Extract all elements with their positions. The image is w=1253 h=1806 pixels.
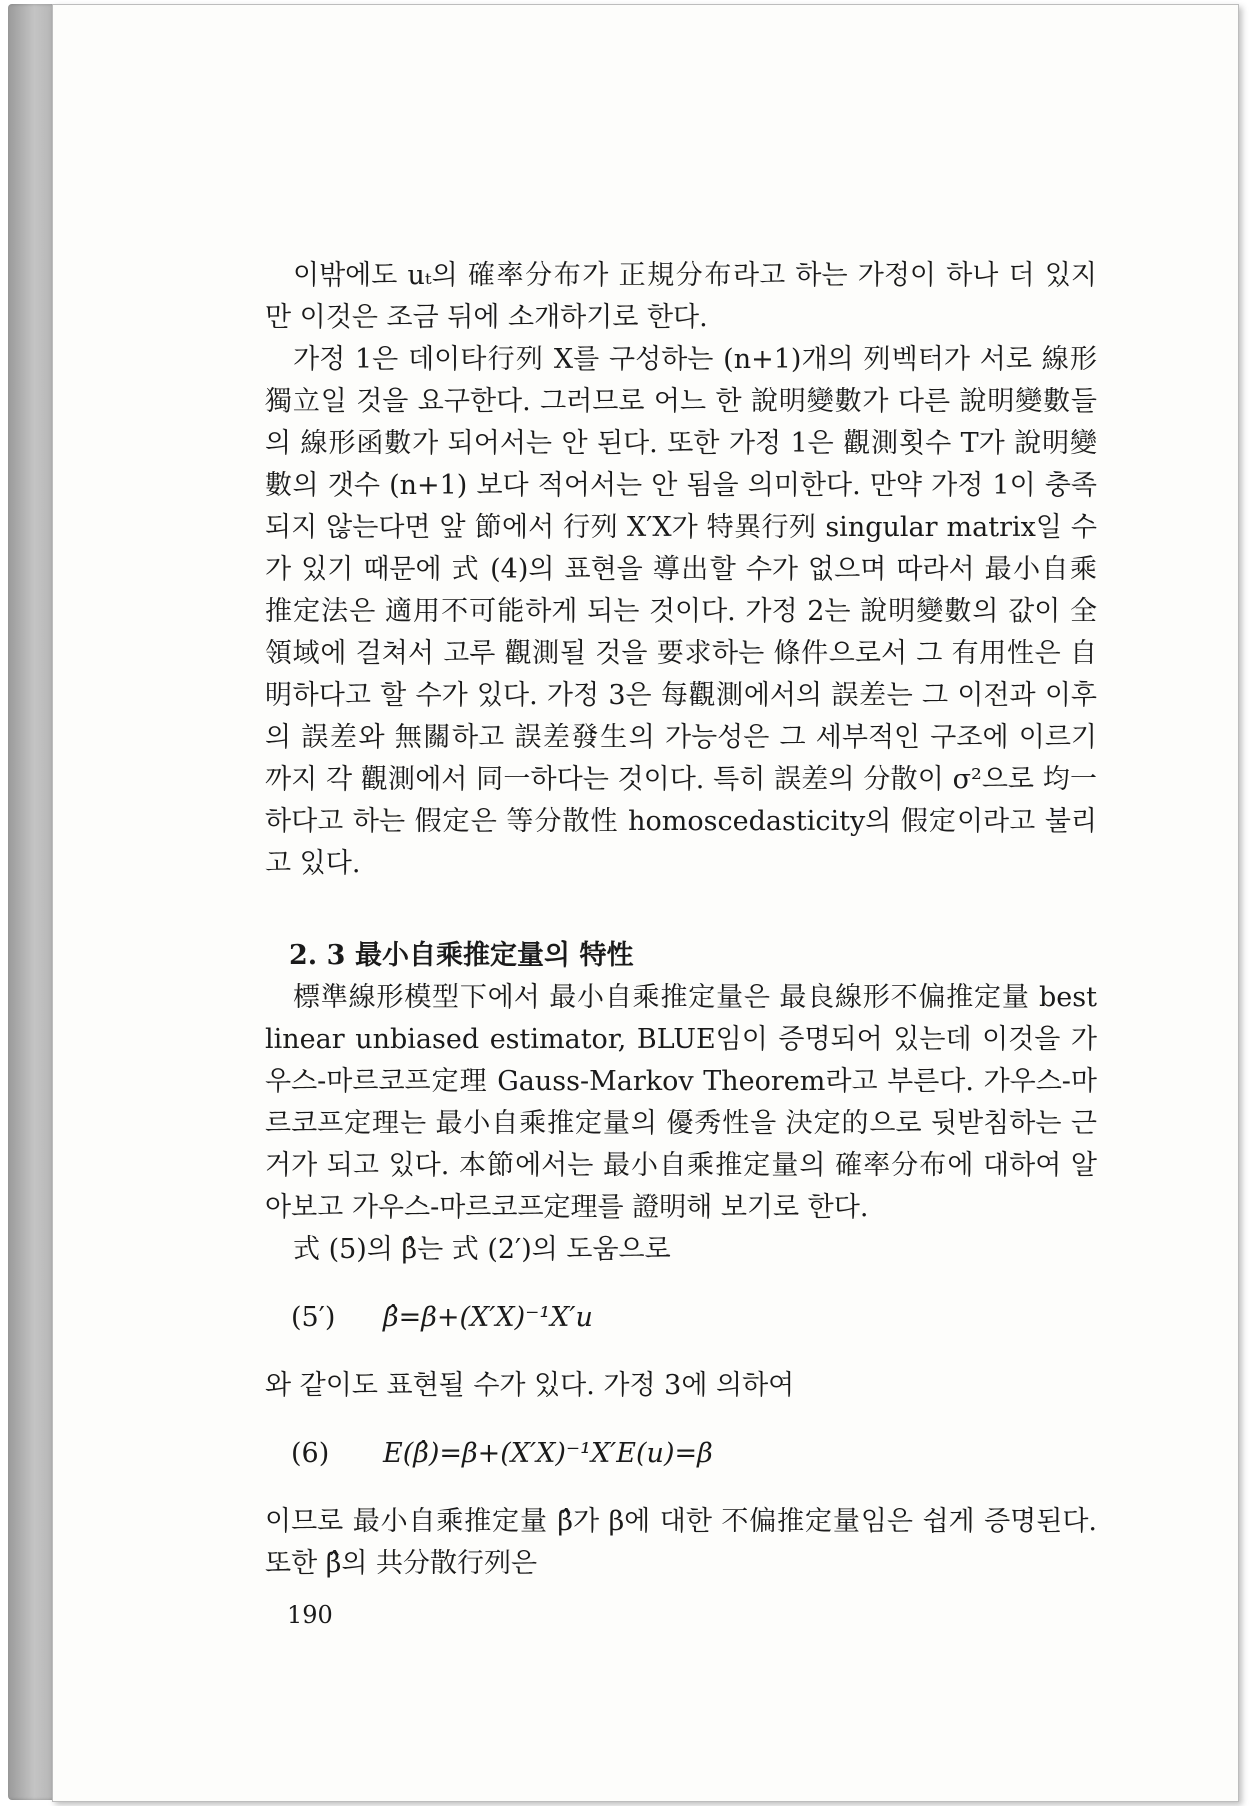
- equation-number: (5′): [291, 1302, 336, 1333]
- page-number: 190: [287, 1601, 333, 1629]
- equation-number: (6): [291, 1438, 330, 1469]
- equation-expression: E(β̂)=β+(X′X)⁻¹X′E(u)=β: [383, 1438, 713, 1469]
- equation-5-prime: [291, 1297, 1097, 1339]
- paragraph-after-eq5: 와 같이도 표현될 수가 있다. 가정 3에 의하여: [265, 1370, 795, 1401]
- document-page: [52, 4, 1239, 1802]
- paragraph-unbiased: 이므로 最小自乘推定量 β̂가 β에 대한 不偏推定量임은 쉽게 증명된다. 또한 β̂의 共分散行列은: [265, 1506, 1097, 1579]
- paragraph-gauss-markov: 標準線形模型下에서 最小自乘推定量은 最良線形不偏推定量 best linear unbiased estimator, BLUE임이 증명되어 있는데 이것을 가우스-마르코프定理 Gauss-Markov Theorem라고 부른다. 가우스-마르코프定理는 最小自乘推定量의 優秀性을 決定的으로 뒷받침하는 근거가 되고 있다. 本節에서는 最小自乘推定量의 確率分布에 대하여 알아보고 가우스-마르코프定理를 證明해 보기로 한다.: [265, 982, 1097, 1223]
- page-text-block: [265, 255, 1097, 1585]
- paragraph-assumptions: 가정 1은 데이타行列 X를 구성하는 (n+1)개의 列벡터가 서로 線形獨立일 것을 요구한다. 그러므로 어느 한 說明變數가 다른 說明變數들의 線形函數가 되어서는 안 된다. 또한 가정 1은 觀測횟수 T가 說明變數의 갯수 (n+1) 보다 적어서는 안 됨을 의미한다. 만약 가정 1이 충족되지 않는다면 앞 節에서 行列 X′X가 特異行列 singular matrix일 수가 있기 때문에 式 (4)의 표현을 導出할 수가 없으며 따라서 最小自乘推定法은 適用不可能하게 되는 것이다. 가정 2는 說明變數의 값이 全領域에 걸쳐서 고루 觀測될 것을 要求하는 條件으로서 그 有用性은 自明하다고 할 수가 있다. 가정 3은 每觀測에서의 誤差는 그 이전과 이후의 誤差와 無關하고 誤差發生의 가능성은 그 세부적인 구조에 이르기까지 각 觀測에서 同一하다는 것이다. 특히 誤差의 分散이 σ²으로 均一하다고 하는 假定은 等分散性 homoscedasticity의 假定이라고 불리고 있다.: [265, 344, 1097, 879]
- section-title: 最小自乘推定量의 特性: [355, 940, 634, 971]
- paragraph-beta-hat-intro: 式 (5)의 β̂는 式 (2′)의 도움으로: [293, 1234, 671, 1265]
- section-number: 2. 3: [289, 940, 346, 971]
- equation-6: [291, 1433, 1097, 1475]
- paragraph-error-distribution: 이밖에도 uₜ의 確率分布가 正規分布라고 하는 가정이 하나 더 있지만 이것은 조금 뒤에 소개하기로 한다.: [265, 260, 1097, 333]
- book-spine-edge: [8, 4, 56, 1800]
- section-heading: [265, 935, 1097, 977]
- equation-expression: β̂=β+(X′X)⁻¹X′u: [383, 1302, 593, 1333]
